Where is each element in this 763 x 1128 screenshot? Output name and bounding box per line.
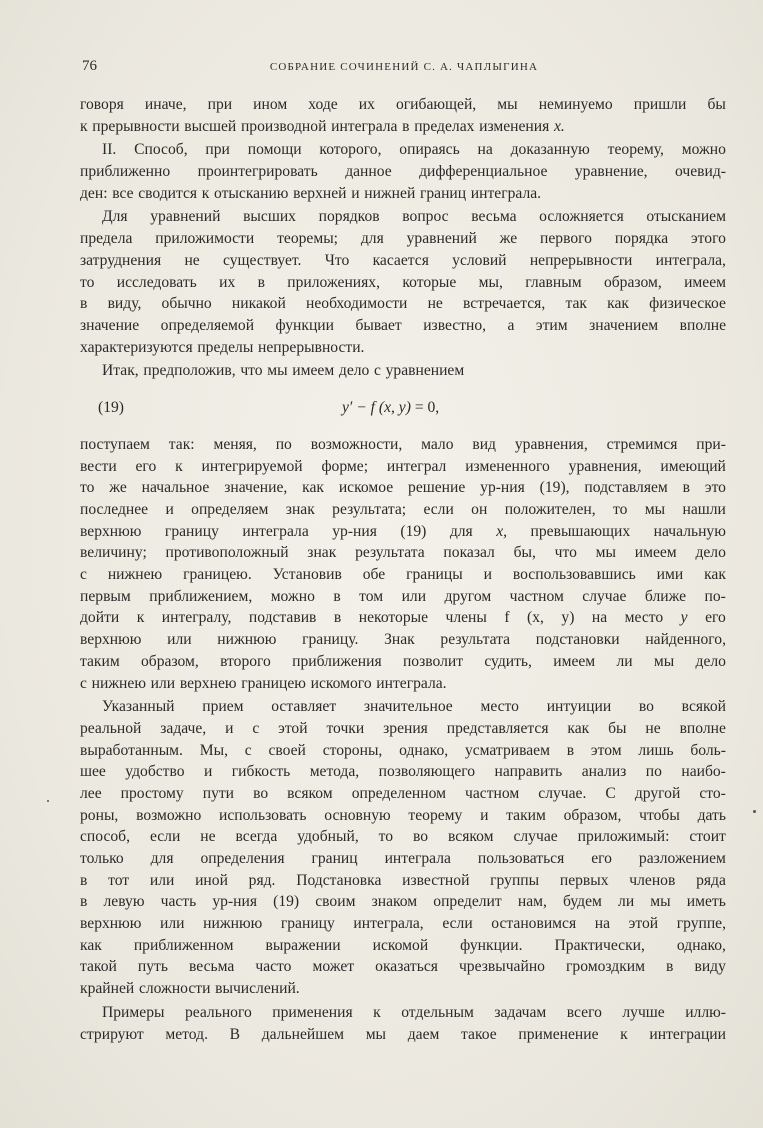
text-line: как приближенном выражении искомой функции. Практически, однако, [80, 936, 726, 954]
text-line: такой путь весьма часто может оказаться чрезвычайно громоздким в виду [80, 958, 726, 976]
text-line: только для определения границ интеграла пользоваться его разложением [80, 850, 726, 867]
paragraph [80, 206, 726, 358]
text-line: реальной задаче, и с этой точки зрения представляется как бы не вполне [80, 719, 726, 737]
text-line: стрируют метод. В дальнейшем мы даем такое применение к интеграции [80, 1025, 726, 1043]
text-line: значение определяемой функции бывает известно, а этим значением вполне [80, 316, 726, 334]
paragraph [80, 360, 726, 382]
text-line: с нижнею или верхнею границею искомого интеграла. [80, 674, 447, 692]
text-line: таким образом, второго приближения позволит судить, имеем ли мы дело [80, 652, 726, 670]
text-line: последнее и определяем знак результата; если он положителен, то мы нашли [80, 501, 726, 518]
text-line: в левую часть ур-ния (19) своим знаком определит нам, будем ли мы иметь [80, 893, 726, 911]
paragraph [80, 434, 726, 694]
text-line: в виду, обычно никакой необходимости не встречается, так как физическое [80, 295, 726, 313]
text-line: то же начальное значение, как искомое решение ур-ния (19), подставляем в это [80, 479, 726, 497]
text-line: поступаем так: меняя, по возможности, мало вид уравнения, стремимся при- [80, 435, 726, 453]
scan-speck [753, 810, 756, 813]
text-line: Указанный прием оставляет значительное место интуиции во всякой [102, 698, 726, 716]
text-line: вести его к интегрируемой форме; интеграл измененного уравнения, имеющий [80, 457, 726, 475]
paragraph [80, 696, 726, 1000]
equation-expression [342, 397, 439, 419]
running-title: СОБРАНИЕ СОЧИНЕНИЙ С. А. ЧАПЛЫГИНА [269, 61, 539, 73]
text-line: верхнюю границу интеграла ур-ния (19) для x, превышающих начальную [80, 522, 726, 540]
text-line: с нижнею границею. Установив обе границы и воспользовавшись ими как [80, 566, 726, 584]
text-line: характеризуются пределы непрерывности. [80, 338, 365, 356]
text-line: крайней сложности вычислений. [80, 980, 300, 998]
text-line: в тот или иной ряд. Подстановка известной группы первых членов ряда [80, 871, 726, 889]
equation-number: (19) [98, 398, 124, 416]
text-line: II. Способ, при помощи которого, опираясь на доказанную теорему, можно [102, 141, 726, 159]
text-line: то исследовать их в приложениях, которые мы, главным образом, имеем [80, 273, 726, 291]
text-line: верхнюю или нижнюю границу. Знак результата подстановки найденного, [80, 631, 726, 649]
equation-rhs: = 0, [410, 398, 440, 416]
paragraph [80, 1002, 726, 1045]
paragraphs-after-equation [80, 434, 726, 1045]
text-line: Примеры реального применения к отдельным задачам всего лучше иллю- [102, 1003, 726, 1021]
text-line: шее удобство и гибкость метода, позволяющего направить анализ по наибо- [80, 763, 726, 781]
text-line: предела приложимости теоремы; для уравнений же первого порядка этого [80, 230, 726, 248]
text-line: Итак, предположив, что мы имеем дело с уравнением [102, 362, 465, 380]
text-line: дойти к интегралу, подставив в некоторые члены f (x, y) на место y его [80, 609, 726, 627]
text-line: к прерывности высшей производной интеграла в пределах изменения x. [80, 117, 565, 135]
paragraph [80, 94, 726, 137]
text-line: ден: все сводится к отысканию верхней и нижней границ интеграла. [80, 184, 542, 202]
paragraph [80, 139, 726, 204]
text-line: приближенно проинтегрировать данное дифференциальное уравнение, очевид- [80, 163, 726, 181]
text-line: говоря иначе, при ином ходе их огибающей, мы неминуемо пришли бы [80, 96, 726, 113]
scan-speck [47, 800, 49, 802]
text-line: способ, если не всегда удобный, то во всяком случае приложимый: стоит [80, 828, 726, 846]
text-line: роны, возможно использовать основную теорему и таким образом, чтобы дать [80, 806, 726, 824]
text-line: лее простому пути во всяком определенном частном случае. С другой сто- [80, 784, 726, 802]
text-line: выработанным. Мы, с своей стороны, однако, усматриваем в этом лишь боль- [80, 741, 726, 759]
equation-19 [80, 384, 726, 434]
paragraphs-before-equation [80, 94, 726, 382]
equation-lhs: y′ − f (x, y) [342, 398, 411, 416]
text-line: затруднения не существует. Что касается условий непрерывности интеграла, [80, 251, 726, 269]
page-body [80, 94, 726, 1047]
text-line: первым приближением, можно в том или другом частном случае ближе по- [80, 587, 726, 605]
running-header [80, 58, 728, 78]
text-line: верхнюю или нижнюю границу интеграла, если остановимся на этой группе, [80, 915, 726, 933]
page-number: 76 [82, 58, 97, 74]
text-line: величину; противоположный знак результата показал бы, что мы имеем дело [80, 544, 726, 562]
text-line: Для уравнений высших порядков вопрос весьма осложняется отысканием [102, 208, 726, 226]
